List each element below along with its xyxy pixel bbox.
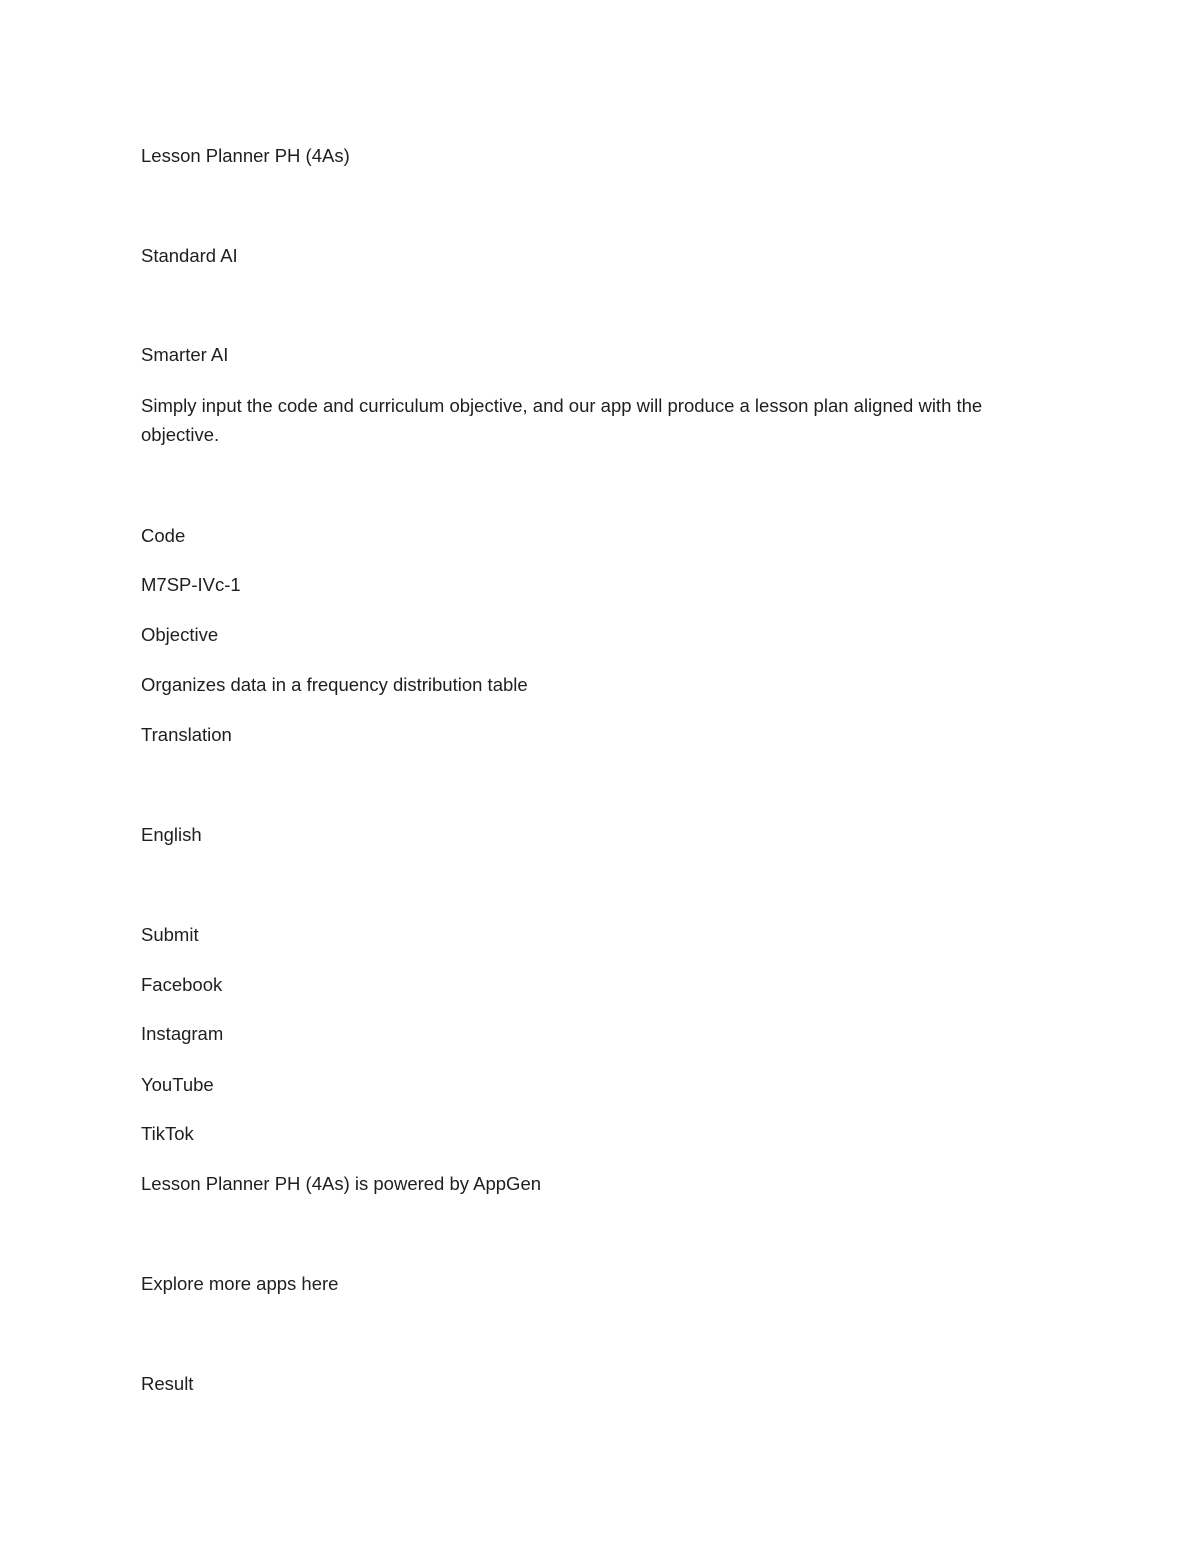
intro-description: Simply input the code and curriculum objective, and our app will produce a lesson plan aligned with the objective. — [141, 395, 983, 445]
code-input[interactable]: M7SP-IVc-1 — [141, 574, 241, 595]
explore-more-link[interactable]: Explore more apps here — [141, 1273, 339, 1294]
app-title: Lesson Planner PH (4As) — [141, 145, 350, 166]
result-label: Result — [141, 1373, 194, 1394]
tiktok-link[interactable]: TikTok — [141, 1123, 194, 1144]
standard-ai-option[interactable]: Standard AI — [141, 245, 238, 266]
translation-select[interactable]: English — [141, 824, 202, 845]
youtube-link[interactable]: YouTube — [141, 1074, 214, 1095]
objective-input[interactable]: Organizes data in a frequency distribution table — [141, 674, 528, 695]
code-label: Code — [141, 525, 186, 546]
translation-label: Translation — [141, 724, 232, 745]
instagram-link[interactable]: Instagram — [141, 1023, 224, 1044]
powered-by-text: Lesson Planner PH (4As) is powered by AppGen — [141, 1173, 542, 1194]
facebook-link[interactable]: Facebook — [141, 974, 223, 995]
objective-label: Objective — [141, 624, 219, 645]
submit-button[interactable]: Submit — [141, 924, 199, 945]
smarter-ai-option[interactable]: Smarter AI — [141, 344, 229, 365]
